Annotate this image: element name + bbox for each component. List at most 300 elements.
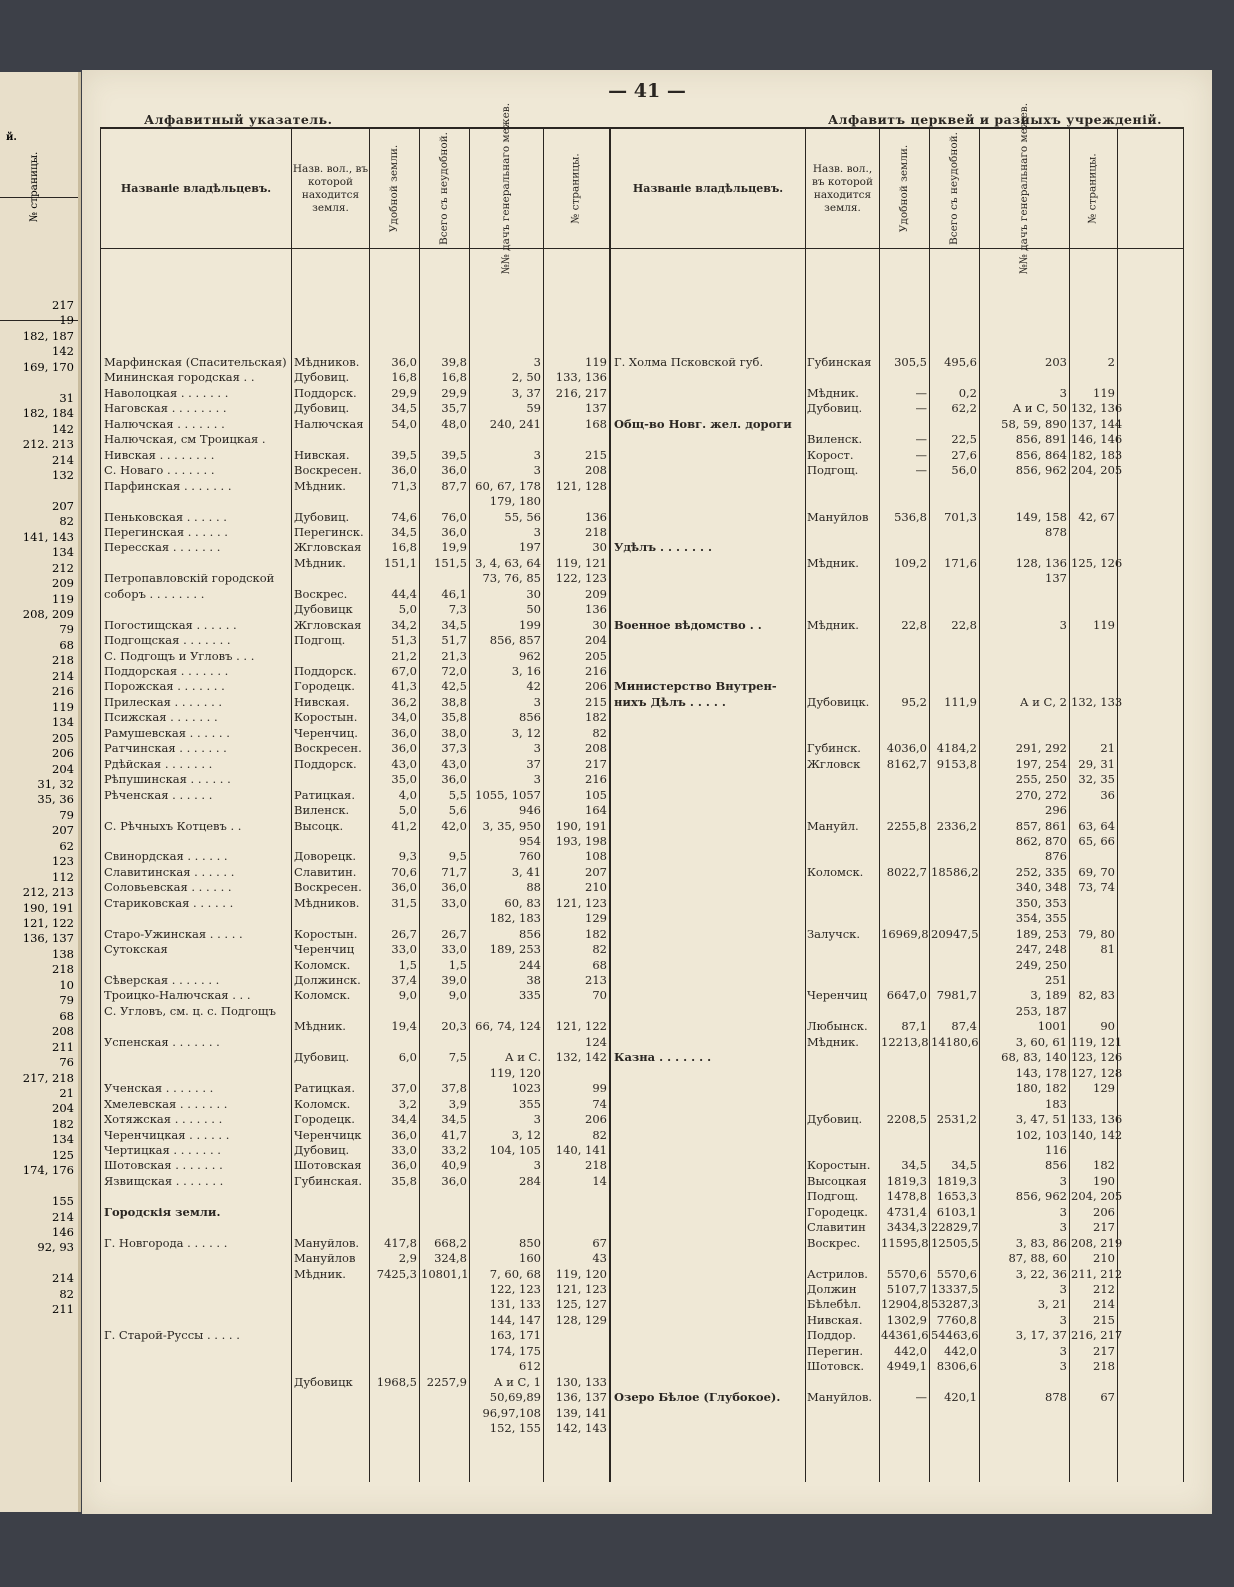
left-cell-dachas: 3	[533, 694, 541, 709]
left-cell-pages: 122, 123	[555, 571, 607, 586]
left-cell-volost: Дубовицк	[294, 1374, 353, 1389]
left-cell-arable: 41,2	[391, 818, 417, 833]
left-cell-pages: 136	[585, 509, 607, 524]
left-cell-dachas: 160	[519, 1251, 541, 1266]
right-cell-pages: 132, 133	[1071, 694, 1123, 709]
right-cell-owner: нихъ Дѣлъ . . . . .	[614, 694, 726, 709]
right-cell-total: 111,9	[944, 694, 977, 709]
right-cell-total: 9153,8	[936, 756, 977, 771]
right-cell-arable: —	[915, 432, 927, 447]
right-cell-arable: 5570,6	[886, 1266, 927, 1281]
left-page-number: 212, 213	[22, 885, 74, 900]
left-cell-total: 48,0	[441, 416, 467, 431]
left-cell-owner: С. Новаго . . . . . . .	[104, 463, 215, 478]
right-cell-total: 54463,6	[931, 1328, 979, 1343]
left-page-number: 76	[59, 1055, 74, 1070]
left-page-number: 31, 32	[37, 776, 74, 791]
left-cell-arable: 70,6	[391, 864, 417, 879]
right-cell-pages: 137, 144	[1071, 416, 1123, 431]
left-cell-volost: Дубовиц.	[294, 370, 350, 385]
right-cell-owner: Удѣлъ . . . . . . .	[614, 540, 713, 555]
right-cell-total: 0,2	[958, 385, 977, 400]
left-cell-volost: Коломск.	[294, 988, 351, 1003]
right-cell-dachas: 137	[1045, 571, 1067, 586]
left-cell-pages: 105	[585, 787, 607, 802]
left-cell-owner: Успенская . . . . . . .	[104, 1034, 220, 1049]
left-cell-arable: 37,4	[391, 973, 417, 987]
left-cell-dachas: 182, 183	[489, 911, 541, 926]
left-page-number: 10	[59, 977, 74, 992]
left-cell-total: 35,7	[441, 401, 467, 416]
left-cell-pages: 207	[585, 864, 607, 879]
right-cell-volost: Высоцкая	[807, 1173, 867, 1188]
right-cell-pages: 119	[1093, 385, 1115, 400]
left-cell-total: 19,9	[441, 540, 467, 555]
left-cell-total: 38,0	[441, 725, 467, 740]
left-cell-dachas: 3	[533, 355, 541, 369]
left-cell-owner: Свинордская . . . . . .	[104, 849, 228, 864]
left-cell-pages: 206	[585, 1112, 607, 1127]
left-cell-dachas: 244	[519, 957, 541, 972]
right-cell-total: 53287,3	[931, 1297, 979, 1312]
left-page-number: 134	[52, 545, 74, 560]
col-header-total-right: Всего съ неудобной.	[948, 131, 960, 246]
left-cell-owner: Наволоцкая . . . . . . .	[104, 385, 229, 400]
right-cell-pages: 204, 205	[1071, 463, 1123, 478]
right-cell-pages: 82, 83	[1078, 988, 1115, 1003]
left-cell-volost: Коломск.	[294, 957, 351, 972]
left-cell-arable: 16,8	[391, 370, 417, 385]
left-page-number: 142	[52, 344, 74, 359]
left-page-number: 132	[52, 467, 74, 482]
left-cell-dachas: 104, 105	[489, 1142, 541, 1157]
left-cell-dachas: 3, 41	[511, 864, 541, 879]
right-cell-pages: 123, 126	[1071, 1050, 1123, 1065]
left-page-number: 123	[52, 854, 74, 869]
left-cell-owner: Подгощская . . . . . . .	[104, 633, 231, 648]
left-cell-volost: Воскресен.	[294, 741, 362, 756]
right-cell-arable: 22,8	[901, 617, 927, 632]
left-cell-total: 87,7	[441, 478, 467, 493]
right-cell-total: 420,1	[944, 1390, 977, 1405]
left-cell-owner: Парфинская . . . . . . .	[104, 478, 232, 493]
left-page-number: 212. 213	[22, 437, 74, 452]
right-cell-total: 495,6	[944, 355, 977, 369]
right-cell-dachas: 856, 962	[1015, 1189, 1067, 1204]
left-cell-arable: 74,6	[391, 509, 417, 524]
left-cell-dachas: 3, 37	[511, 385, 541, 400]
left-cell-volost: Ратицкая.	[294, 787, 355, 802]
left-cell-owner: Славитинская . . . . . .	[104, 864, 235, 879]
right-cell-volost: Залучск.	[807, 926, 860, 941]
left-cell-dachas: 42	[526, 679, 541, 694]
left-cell-total: 7,5	[448, 1050, 467, 1065]
left-page-number: 35, 36	[37, 792, 74, 807]
left-cell-owner: Городскія земли.	[104, 1204, 221, 1219]
left-page-number: 182	[52, 1116, 74, 1131]
right-cell-arable: 109,2	[894, 555, 927, 570]
right-cell-pages: 127, 128	[1071, 1065, 1123, 1080]
left-cell-dachas: 3	[533, 524, 541, 539]
left-cell-total: 29,9	[441, 385, 467, 400]
right-cell-total: 27,6	[951, 447, 977, 462]
right-cell-pages: 208, 219	[1071, 1235, 1123, 1250]
left-page-number: 182, 187	[22, 328, 74, 343]
right-cell-volost: Мѣдник.	[807, 555, 859, 570]
right-cell-dachas: 3, 47, 51	[1015, 1112, 1067, 1127]
left-cell-pages: 14	[592, 1173, 607, 1188]
left-cell-pages: 124	[585, 1034, 607, 1049]
right-cell-total: 14180,6	[931, 1034, 979, 1049]
col-header-total-left: Всего съ неудобной.	[438, 131, 450, 246]
right-cell-volost: Мануйл.	[807, 818, 859, 833]
right-cell-arable: 6647,0	[886, 988, 927, 1003]
left-cell-dachas: 30	[526, 586, 541, 601]
left-cell-owner: Старо-Ужинская . . . . .	[104, 926, 243, 941]
left-cell-volost: Коломск.	[294, 1096, 351, 1111]
left-cell-arable: 33,0	[391, 1142, 417, 1157]
left-cell-pages: 119	[585, 355, 607, 369]
left-cell-total: 39,5	[441, 447, 467, 462]
right-cell-owner: Общ-во Новг. жел. дороги	[614, 416, 792, 431]
left-cell-total: 26,7	[441, 926, 467, 941]
left-cell-arable: 34,2	[391, 617, 417, 632]
left-cell-owner: Г. Новгорода . . . . . .	[104, 1235, 228, 1250]
left-cell-pages: 74	[592, 1096, 607, 1111]
right-cell-dachas: 3	[1059, 385, 1067, 400]
left-cell-dachas: 59	[526, 401, 541, 416]
left-page-number: 190, 191	[22, 900, 74, 915]
right-cell-arable: 44361,6	[881, 1328, 929, 1343]
col-header-volost-right: Назв. вол., въ которой находится земля.	[812, 162, 873, 214]
left-cell-pages: 99	[592, 1081, 607, 1096]
left-cell-total: 7,3	[448, 602, 467, 617]
left-cell-total: 39,8	[441, 355, 467, 369]
left-page-number: 214	[52, 668, 74, 683]
right-cell-dachas: 3	[1059, 1343, 1067, 1358]
left-page-number: 218	[52, 962, 74, 977]
right-cell-pages: 29, 31	[1078, 756, 1115, 771]
left-cell-total: 36,0	[441, 463, 467, 478]
right-cell-dachas: 857, 861	[1015, 818, 1067, 833]
left-cell-pages: 30	[592, 540, 607, 555]
left-cell-arable: 43,0	[391, 756, 417, 771]
left-column-header: № страницы.	[28, 151, 40, 222]
left-cell-dachas: 60, 67, 178	[475, 478, 541, 493]
left-cell-pages: 133, 136	[555, 370, 607, 385]
left-cell-dachas: 163, 171	[489, 1328, 541, 1343]
right-cell-dachas: 856, 962	[1015, 463, 1067, 478]
left-cell-volost: Дубовиц.	[294, 509, 350, 524]
right-cell-pages: 90	[1100, 1019, 1115, 1034]
left-cell-pages: 205	[585, 648, 607, 663]
left-cell-pages: 218	[585, 524, 607, 539]
left-cell-dachas: 131, 133	[489, 1297, 541, 1312]
left-page-number: 121, 122	[22, 916, 74, 930]
left-cell-arable: 54,0	[391, 416, 417, 431]
running-head-left: Алфавитный указатель.	[144, 112, 333, 127]
left-cell-arable: 36,0	[391, 463, 417, 478]
left-cell-volost: Дубовиц.	[294, 1050, 350, 1065]
right-cell-pages: 215	[1093, 1312, 1115, 1327]
left-cell-owner: Рѣпушинская . . . . . .	[104, 772, 231, 787]
left-page-number: 119	[52, 591, 74, 606]
left-cell-pages: 208	[585, 463, 607, 478]
left-cell-pages: 121, 122	[555, 1019, 607, 1034]
right-cell-arable: 5107,7	[886, 1282, 927, 1296]
left-cell-arable: 34,4	[391, 1112, 417, 1127]
right-cell-pages: 36	[1100, 787, 1115, 802]
col-header-owner-left: Названіе владѣльцевъ.	[120, 182, 272, 195]
left-cell-owner: Налючская, см Троицкая .	[104, 432, 266, 447]
left-cell-dachas: 3	[533, 463, 541, 478]
left-cell-volost: Должинск.	[294, 973, 361, 987]
left-cell-owner: Шотовская . . . . . . .	[104, 1158, 223, 1173]
left-cell-total: 38,8	[441, 694, 467, 709]
left-cell-total: 39,0	[441, 973, 467, 987]
right-cell-owner: Г. Холма Псковской губ.	[614, 355, 764, 369]
right-cell-volost: Поддор.	[807, 1328, 857, 1343]
left-cell-arable: 36,0	[391, 725, 417, 740]
left-cell-volost: Губинская.	[294, 1173, 363, 1188]
left-page-number: 217, 218	[22, 1070, 74, 1085]
left-cell-volost: Воскресен.	[294, 880, 362, 895]
left-cell-pages: 108	[585, 849, 607, 864]
right-cell-total: 20947,5	[931, 926, 979, 941]
left-cell-total: 36,0	[441, 772, 467, 787]
col-header-owner-right: Названіе владѣльцевъ.	[632, 182, 784, 195]
left-cell-volost: Поддорск.	[294, 385, 357, 400]
left-cell-arable: 36,0	[391, 1158, 417, 1173]
right-cell-volost: Славитин	[807, 1220, 866, 1235]
left-cell-total: 20,3	[441, 1019, 467, 1034]
left-cell-pages: 182	[585, 926, 607, 941]
left-page-number: 206	[52, 746, 74, 761]
left-cell-volost: Дубовиц.	[294, 1142, 350, 1157]
right-cell-volost: Городецк.	[807, 1204, 868, 1219]
left-cell-volost: Городецк.	[294, 679, 355, 694]
left-cell-pages: 216, 217	[555, 385, 607, 400]
left-cell-owner: Г. Старой-Руссы . . . . .	[104, 1328, 240, 1343]
right-cell-arable: 3434,3	[886, 1220, 927, 1235]
left-cell-volost: Коростын.	[294, 710, 358, 725]
right-cell-dachas: 856, 891	[1015, 432, 1067, 447]
left-cell-arable: 3,2	[398, 1096, 417, 1111]
left-page-number: 79	[59, 622, 74, 637]
right-cell-arable: 8022,7	[886, 864, 927, 879]
left-cell-arable: 34,0	[391, 710, 417, 725]
right-cell-total: 22,5	[951, 432, 977, 447]
left-cell-pages: 128, 129	[555, 1312, 607, 1327]
right-cell-volost: Бѣлебѣл.	[807, 1297, 862, 1312]
left-cell-arable: 6,0	[398, 1050, 417, 1065]
left-page-number: 141, 143	[22, 529, 74, 544]
left-cell-pages: 30	[592, 617, 607, 632]
right-cell-total: 5570,6	[936, 1266, 977, 1281]
left-cell-dachas: 189, 253	[489, 942, 541, 957]
left-cell-arable: 7425,3	[376, 1266, 417, 1281]
left-cell-pages: 215	[585, 447, 607, 462]
right-cell-dachas: 252, 335	[1015, 864, 1067, 879]
left-cell-dachas: 88	[526, 880, 541, 895]
right-cell-volost: Дубовиц.	[807, 401, 863, 416]
left-cell-total: 36,0	[441, 1173, 467, 1188]
left-cell-pages: 206	[585, 679, 607, 694]
left-cell-pages: 132, 142	[555, 1050, 607, 1065]
left-cell-pages: 137	[585, 401, 607, 416]
left-page-number: 138	[52, 946, 74, 961]
left-page-number: 68	[59, 1008, 74, 1023]
left-cell-arable: 39,5	[391, 447, 417, 462]
left-page-number: 112	[52, 869, 74, 884]
left-cell-total: 76,0	[441, 509, 467, 524]
right-cell-dachas: 149, 158	[1015, 509, 1067, 524]
right-cell-dachas: 3, 60, 61	[1015, 1034, 1067, 1049]
left-cell-arable: 34,5	[391, 524, 417, 539]
right-cell-arable: 305,5	[894, 355, 927, 369]
left-cell-pages: 209	[585, 586, 607, 601]
left-cell-pages: 204	[585, 633, 607, 648]
left-cell-total: 36,0	[441, 524, 467, 539]
col-header-pages-left: № страницы.	[570, 153, 583, 224]
left-cell-dachas: 3	[533, 772, 541, 787]
right-cell-dachas: 340, 348	[1015, 880, 1067, 895]
right-cell-volost: Воскрес.	[807, 1235, 861, 1250]
right-cell-total: 4184,2	[936, 741, 977, 756]
left-page-number: 208	[52, 1024, 74, 1039]
left-cell-dachas: А и С.	[504, 1050, 541, 1065]
left-cell-dachas: 73, 76, 85	[482, 571, 541, 586]
left-page-number: 125	[52, 1147, 74, 1162]
left-cell-volost: Дубовиц.	[294, 401, 350, 416]
left-cell-pages: 121, 128	[555, 478, 607, 493]
right-cell-pages: 42, 67	[1078, 509, 1115, 524]
left-cell-owner: Рѣченская . . . . . .	[104, 787, 213, 802]
left-cell-volost: Высоцк.	[294, 818, 344, 833]
left-cell-dachas: 856	[519, 710, 541, 725]
left-cell-arable: 36,2	[391, 694, 417, 709]
right-cell-dachas: 87, 88, 60	[1008, 1251, 1067, 1266]
left-cell-volost: Черенчиц	[294, 942, 355, 957]
right-cell-arable: 11595,8	[881, 1235, 929, 1250]
left-cell-total: 5,5	[448, 787, 467, 802]
left-cell-arable: 19,4	[391, 1019, 417, 1034]
left-cell-volost: Перегинск.	[294, 524, 364, 539]
left-cell-volost: Нивская.	[294, 694, 350, 709]
right-cell-volost: Дубовиц.	[807, 1112, 863, 1127]
left-cell-arable: 31,5	[391, 895, 417, 910]
left-cell-arable: 21,2	[391, 648, 417, 663]
right-cell-volost: Перегин.	[807, 1343, 864, 1358]
right-cell-arable: 87,1	[901, 1019, 927, 1034]
right-cell-dachas: 876	[1045, 849, 1067, 864]
left-cell-dachas: 240, 241	[489, 416, 541, 431]
left-cell-dachas: А и С, 1	[493, 1374, 541, 1389]
right-cell-arable: —	[915, 463, 927, 478]
left-cell-pages: 119, 120	[555, 1266, 607, 1281]
right-cell-arable: 1478,8	[886, 1189, 927, 1204]
right-cell-dachas: 270, 272	[1015, 787, 1067, 802]
left-cell-dachas: 856, 857	[489, 633, 541, 648]
right-cell-volost: Любынск.	[807, 1019, 868, 1034]
left-cell-total: 1,5	[448, 957, 467, 972]
right-cell-total: 8306,6	[936, 1359, 977, 1374]
left-page-number: 207	[52, 498, 74, 513]
left-cell-dachas: 38	[526, 973, 541, 987]
right-cell-total: 13337,5	[931, 1282, 979, 1296]
right-cell-volost: Жгловск	[807, 756, 861, 771]
left-cell-dachas: 122, 123	[489, 1282, 541, 1296]
left-cell-total: 9,0	[448, 988, 467, 1003]
right-cell-volost: Астрилов.	[807, 1266, 868, 1281]
left-cell-total: 21,3	[441, 648, 467, 663]
left-cell-pages: 218	[585, 1158, 607, 1173]
left-page-number: 82	[59, 1286, 74, 1301]
right-cell-pages: 133, 136	[1071, 1112, 1123, 1127]
left-cell-volost: Воскресен.	[294, 463, 362, 478]
right-cell-dachas: 354, 355	[1015, 911, 1067, 926]
left-cell-dachas: 1055, 1057	[475, 787, 541, 802]
right-cell-arable: —	[915, 447, 927, 462]
left-page-number: 79	[59, 993, 74, 1008]
right-cell-pages: 146, 146	[1071, 432, 1123, 447]
book-page	[82, 70, 1212, 1514]
left-cell-pages: 216	[585, 772, 607, 787]
left-page-number: 119	[52, 699, 74, 714]
left-cell-volost: Городецк.	[294, 1112, 355, 1127]
right-cell-arable: 16969,8	[881, 926, 929, 941]
right-cell-volost: Виленск.	[807, 432, 863, 447]
left-cell-dachas: 96,97,108	[482, 1405, 541, 1420]
left-cell-owner: Хотяжская . . . . . . .	[104, 1112, 223, 1127]
right-cell-pages: 119	[1093, 617, 1115, 632]
right-cell-volost: Губинская	[807, 355, 872, 369]
left-cell-dachas: 3, 12	[511, 1127, 541, 1142]
left-cell-total: 668,2	[434, 1235, 467, 1250]
left-cell-pages: 213	[585, 973, 607, 987]
left-cell-arable: 36,0	[391, 1127, 417, 1142]
left-page-number: 211	[52, 1302, 74, 1317]
left-cell-owner: Хмелевская . . . . . . .	[104, 1096, 228, 1111]
right-cell-pages: 21	[1100, 741, 1115, 756]
left-cell-volost: Мѣдник.	[294, 1019, 346, 1034]
left-cell-volost: Мѣдник.	[294, 555, 346, 570]
left-cell-dachas: 856	[519, 926, 541, 941]
left-cell-owner: Мининская городская . .	[104, 370, 255, 385]
right-cell-dachas: 3, 189	[1030, 988, 1067, 1003]
left-cell-pages: 82	[592, 1127, 607, 1142]
left-cell-owner: Перегинская . . . . . .	[104, 524, 228, 539]
running-head-right: Алфавитъ церквей и разныхъ учрежденій.	[827, 112, 1162, 127]
left-cell-volost: Мѣдников.	[294, 355, 360, 369]
left-page-number: 19	[59, 313, 74, 328]
right-cell-pages: 32, 35	[1078, 772, 1115, 787]
right-cell-volost: Подгощ.	[807, 1189, 859, 1204]
left-cell-total: 33,0	[441, 895, 467, 910]
left-cell-total: 40,9	[441, 1158, 467, 1173]
page-number: — 41 —	[608, 80, 686, 102]
right-cell-dachas: 3	[1059, 1204, 1067, 1219]
left-cell-dachas: 962	[519, 648, 541, 663]
left-page-number: 216	[52, 684, 74, 699]
right-cell-pages: 217	[1093, 1343, 1115, 1358]
right-cell-owner: Министерство Внутрен-	[614, 679, 777, 694]
left-cell-total: 151,5	[434, 555, 467, 570]
right-cell-volost: Нивская.	[807, 1312, 863, 1327]
left-cell-dachas: 197	[519, 540, 541, 555]
left-cell-arable: 37,0	[391, 1081, 417, 1096]
right-cell-arable: 12904,8	[881, 1297, 929, 1312]
